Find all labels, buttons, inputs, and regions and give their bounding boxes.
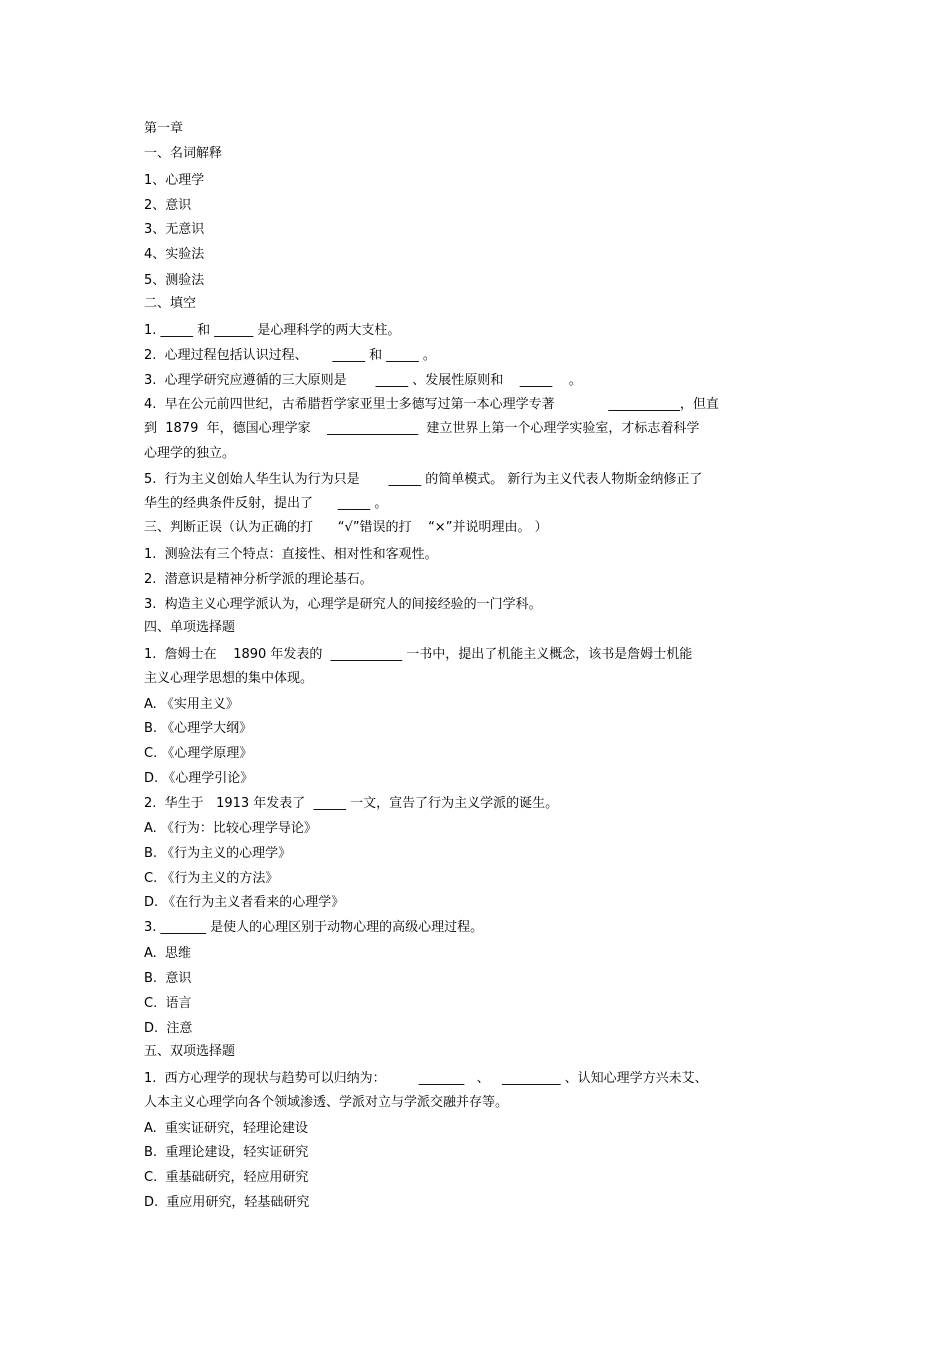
single-choice-question-cont: 主义心理学思想的集中体现。 <box>144 671 314 686</box>
fill-blank-question: 1. _____ 和 ______ 是心理科学的两大支柱。 <box>144 323 401 338</box>
choice-option: A. 重实证研究，轻理论建设 <box>144 1121 309 1136</box>
double-choice-question: 1. 西方心理学的现状与趋势可以归纳为： _______ 、 _________ 、认知心理学方兴未艾、 <box>144 1071 708 1086</box>
fill-blank-question: 5. 行为主义创始人华生认为行为只是 _____ 的简单模式。 新行为主义代表人物斯金纳修正了 <box>144 472 703 487</box>
choice-option: B. 意识 <box>144 971 192 986</box>
choice-option: A. 思维 <box>144 946 192 961</box>
choice-option: C. 《行为主义的方法》 <box>144 871 279 886</box>
fill-blank-question-cont: 心理学的独立。 <box>144 446 236 461</box>
definition-item: 4、实验法 <box>144 247 205 262</box>
fill-blank-question: 3. 心理学研究应遵循的三大原则是 _____ 、发展性原则和 _____ 。 <box>144 373 582 388</box>
fill-blank-question: 2. 心理过程包括认识过程、 _____ 和 _____ 。 <box>144 348 436 363</box>
choice-option: C. 重基础研究，轻应用研究 <box>144 1170 309 1185</box>
double-choice-question-cont: 人本主义心理学向各个领域渗透、学派对立与学派交融并存等。 <box>144 1095 509 1110</box>
section-heading-single-choice: 四、单项选择题 <box>144 620 236 635</box>
fill-blank-question-cont: 到 1879 年，德国心理学家 ______________ 建立世界上第一个心理学实验室，才标志着科学 <box>144 421 700 436</box>
choice-option: A. 《实用主义》 <box>144 697 239 712</box>
choice-option: C. 《心理学原理》 <box>144 746 253 761</box>
fill-blank-question: 4. 早在公元前四世纪，古希腊哲学家亚里士多德写过第一本心理学专著 ___________，但直 <box>144 397 719 412</box>
single-choice-question: 2. 华生于 1913 年发表了 _____ 一文，宣告了行为主义学派的诞生。 <box>144 796 559 811</box>
section-heading-fill-blank: 二、填空 <box>144 296 197 311</box>
choice-option: D. 注意 <box>144 1021 193 1036</box>
section-heading-double-choice: 五、双项选择题 <box>144 1044 236 1059</box>
definition-item: 2、意识 <box>144 198 192 213</box>
true-false-question: 2. 潜意识是精神分析学派的理论基石。 <box>144 572 373 587</box>
definition-item: 5、测验法 <box>144 273 205 288</box>
definition-item: 3、无意识 <box>144 222 205 237</box>
choice-option: D. 重应用研究，轻基础研究 <box>144 1195 310 1210</box>
chapter-title: 第一章 <box>144 121 184 136</box>
choice-option: D. 《心理学引论》 <box>144 771 254 786</box>
single-choice-question: 3. _______ 是使人的心理区别于动物心理的高级心理过程。 <box>144 920 484 935</box>
definition-item: 1、心理学 <box>144 173 205 188</box>
section-heading-definitions: 一、名词解释 <box>144 146 223 161</box>
single-choice-question: 1. 詹姆士在 1890 年发表的 ___________ 一书中，提出了机能主义概念，该书是詹姆士机能 <box>144 647 693 662</box>
fill-blank-question-cont: 华生的经典条件反射，提出了 _____ 。 <box>144 496 388 511</box>
choice-option: A. 《行为：比较心理学导论》 <box>144 821 317 836</box>
choice-option: B. 重理论建设，轻实证研究 <box>144 1145 309 1160</box>
choice-option: B. 《心理学大纲》 <box>144 721 253 736</box>
choice-option: D. 《在行为主义者看来的心理学》 <box>144 895 345 910</box>
choice-option: C. 语言 <box>144 996 192 1011</box>
section-heading-true-false: 三、判断正误（认为正确的打 “√”错误的打 “×”并说明理由。 ） <box>144 520 548 535</box>
true-false-question: 1. 测验法有三个特点：直接性、相对性和客观性。 <box>144 547 438 562</box>
true-false-question: 3. 构造主义心理学派认为，心理学是研究人的间接经验的一门学科。 <box>144 597 542 612</box>
choice-option: B. 《行为主义的心理学》 <box>144 846 292 861</box>
